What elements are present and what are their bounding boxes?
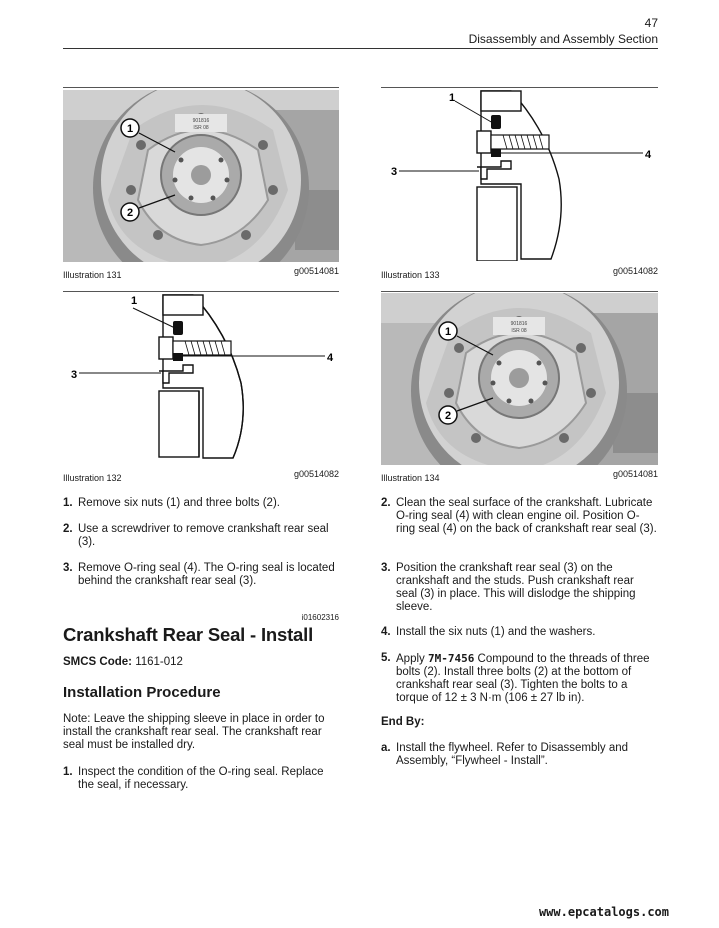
illustration-134-label: Illustration 134: [381, 473, 440, 483]
illustration-133-diagram: [381, 89, 658, 261]
callout-1: 1: [131, 295, 138, 307]
section-heading: Crankshaft Rear Seal - Install: [63, 624, 314, 645]
procedure-heading: Installation Procedure: [63, 684, 221, 701]
plate-text: ISR 08: [193, 125, 209, 131]
callout-3: 3: [391, 166, 398, 178]
illustration-132-label: Illustration 132: [63, 473, 122, 483]
illustration-131-label: Illustration 131: [63, 270, 122, 280]
end-by-heading: End By:: [381, 716, 425, 728]
figure-rule: [63, 87, 339, 88]
figure-rule: [63, 291, 339, 292]
illustration-134-code: g00514081: [612, 469, 658, 479]
note-paragraph: Note: Leave the shipping sleeve in place in order to install the crankshaft rear seal. The crankshaft rear seal must be installed dry.: [63, 713, 325, 751]
callout-4: 4: [327, 352, 334, 364]
callout-4: 4: [645, 149, 652, 161]
smcs-code: SMCS Code: 1161-012: [63, 656, 183, 668]
page-number: 47: [644, 16, 658, 30]
plate-text: ISR 08: [511, 328, 527, 334]
illustration-133-label: Illustration 133: [381, 270, 440, 280]
callout-2: 2: [126, 207, 134, 219]
plate-text: 901816: [192, 118, 210, 124]
section-title: Disassembly and Assembly Section: [468, 32, 658, 46]
illustration-131-code: g00514081: [293, 266, 339, 276]
illustration-133-code: g00514082: [612, 266, 658, 276]
footer-url: www.epcatalogs.com: [538, 905, 669, 919]
callout-1: 1: [126, 123, 134, 135]
illustration-132-diagram: [63, 293, 339, 463]
plate-text: 901816: [510, 321, 528, 327]
illustration-134-photo: [381, 293, 658, 465]
callout-1: 1: [444, 326, 452, 338]
callout-3: 3: [71, 369, 78, 381]
callout-1: 1: [449, 92, 456, 104]
illustration-131-photo: [63, 90, 339, 262]
part-number: 7M-7456: [427, 652, 475, 665]
reference-id: i01602316: [301, 613, 339, 622]
callout-2: 2: [444, 410, 452, 422]
header-rule: [63, 48, 658, 49]
figure-rule: [381, 87, 658, 88]
figure-rule: [381, 291, 658, 292]
illustration-132-code: g00514082: [293, 469, 339, 479]
